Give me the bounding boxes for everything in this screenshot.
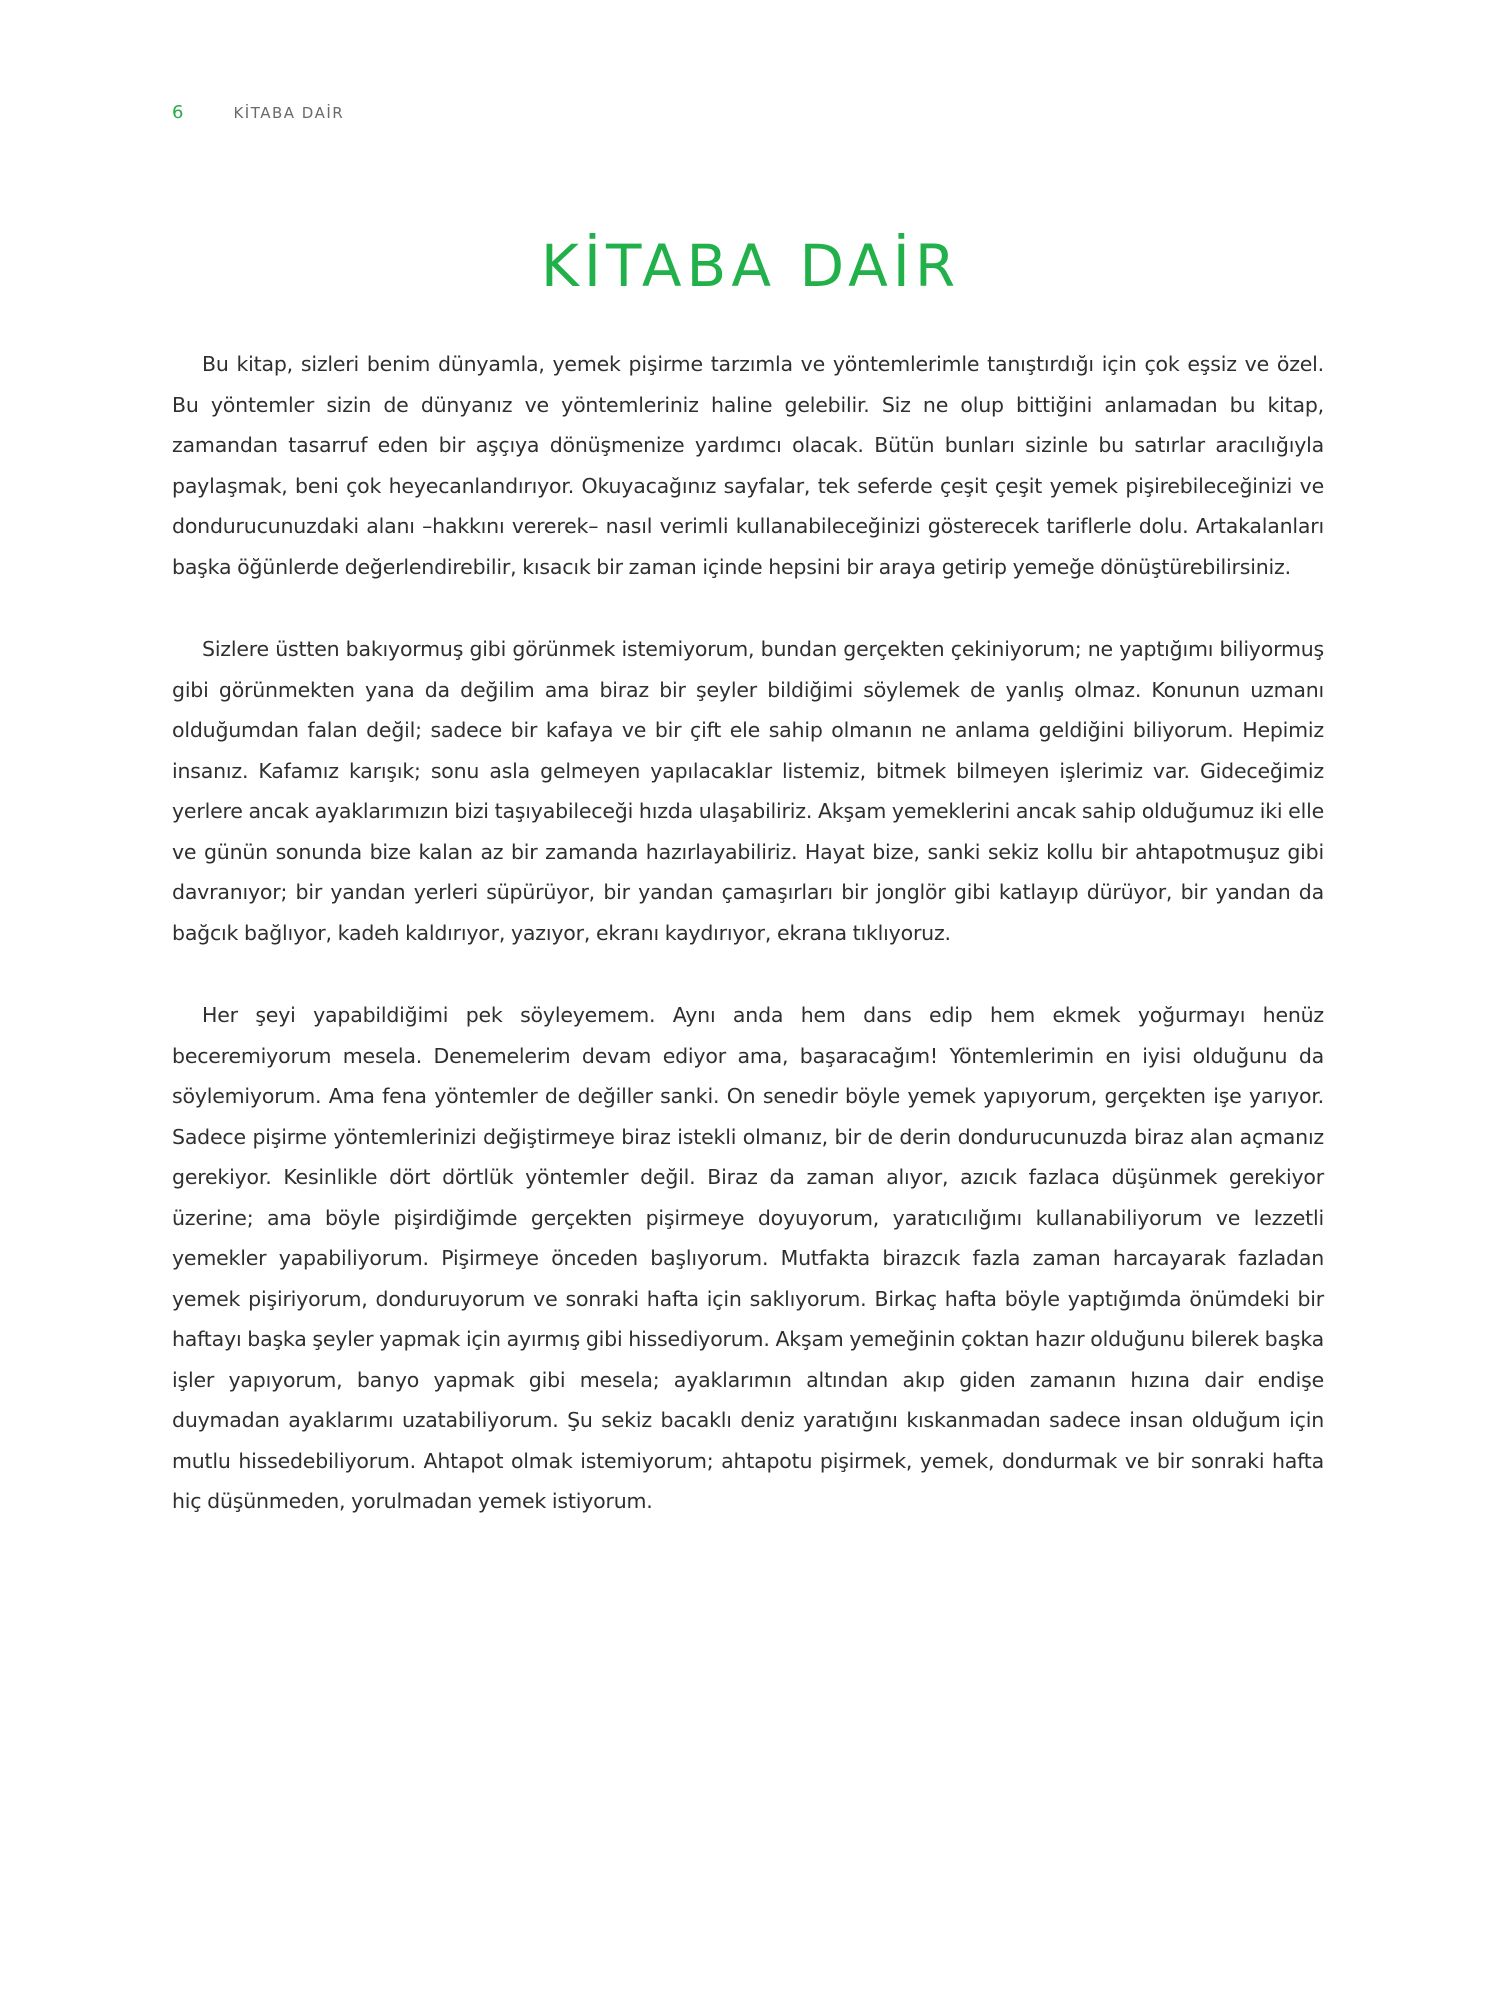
chapter-title: KİTABA DAİR bbox=[540, 232, 961, 300]
page-number: 6 bbox=[172, 102, 184, 123]
body-text bbox=[172, 344, 1324, 1564]
paragraph-2: Sizlere üstten bakıyormuş gibi görünmek istemiyorum, bundan gerçekten çekiniyorum; ne yaptığımı biliyormuş gibi görünmekten yana da değilim ama biraz bir şeyler bildiğimi söylemek de yanlış olmaz. Konunun uzmanı olduğumdan falan değil; sadece bir kafaya ve bir çift ele sahip olmanın ne anlama geldiğini biliyorum. Hepimiz insanız. Kafamız karışık; sonu asla gelmeyen yapılacaklar listemiz, bitmek bilmeyen işlerimiz var. Gideceğimiz yerlere ancak ayaklarımızın bizi taşıyabileceği hızda ulaşabiliriz. Akşam yemeklerini ancak sahip olduğumuz iki elle ve günün sonunda bize kalan az bir zamanda hazırlayabiliriz. Hayat bize, sanki sekiz kollu bir ahtapotmuşuz gibi davranıyor; bir yandan yerleri süpürüyor, bir yandan çamaşırları bir jonglör gibi katlayıp dürüyor, bir yandan da bağcık bağlıyor, kadeh kaldırıyor, yazıyor, ekranı kaydırıyor, ekrana tıklıyoruz. bbox=[172, 637, 1324, 945]
running-title: KİTABA DAİR bbox=[233, 104, 345, 122]
paragraph-3: Her şeyi yapabildiğimi pek söyleyemem. Aynı anda hem dans edip hem ekmek yoğurmayı henüz beceremiyorum mesela. Denemelerim devam ediyor ama, başaracağım! Yöntemlerimin en iyisi olduğunu da söylemiyorum. Ama fena yöntemler de değiller sanki. On senedir böyle yemek yapıyorum, gerçekten işe yarıyor. Sadece pişirme yöntemlerinizi değiştirmeye biraz istekli olmanız, bir de derin dondurucunuzda biraz alan açmanız gerekiyor. Kesinlikle dört dörtlük yöntemler değil. Biraz da zaman alıyor, azıcık fazlaca düşünmek gerekiyor üzerine; ama böyle pişirdiğimde gerçekten pişirmeye doyuyorum, yaratıcılığımı kullanabiliyorum ve lezzetli yemekler yapabiliyorum. Pişirmeye önceden başlıyorum. Mutfakta birazcık fazla zaman harcayarak fazladan yemek pişiriyorum, donduruyorum ve sonraki hafta için saklıyorum. Birkaç hafta böyle yaptığımda önümdeki bir haftayı başka şeyler yapmak için ayırmış gibi hissediyorum. Akşam yemeğinin çoktan hazır olduğunu bilerek başka işler yapıyorum, banyo yapmak gibi mesela; ayaklarımın altından akıp giden zamanın hızına dair endişe duymadan ayaklarımı uzatabiliyorum. Şu sekiz bacaklı deniz yaratığını kıskanmadan sadece insan olduğum için mutlu hissedebiliyorum. Ahtapot olmak istemiyorum; ahtapotu pişirmek, yemek, dondurmak ve bir sonraki hafta hiç düşünmeden, yorulmadan yemek istiyorum. bbox=[172, 1003, 1324, 1513]
running-header bbox=[172, 102, 344, 123]
paragraph-1: Bu kitap, sizleri benim dünyamla, yemek pişirme tarzımla ve yöntemlerimle tanıştırdığı için çok eşsiz ve özel. Bu yöntemler sizin de dünyanız ve yöntemleriniz haline gelebilir. Siz ne olup bittiğini anlamadan bu kitap, zamandan tasarruf eden bir aşçıya dönüşmenize yardımcı olacak. Bütün bunları sizinle bu satırlar aracılığıyla paylaşmak, beni çok heyecanlandırıyor. Okuyacağınız sayfalar, tek seferde çeşit çeşit yemek pişirebileceğinizi ve dondurucunuzdaki alanı –hakkını vererek– nasıl verimli kullanabileceğinizi gösterecek tariflerle dolu. Artakalanları başka öğünlerde değerlendirebilir, kısacık bir zaman içinde hepsini bir araya getirip yemeğe dönüştürebilirsiniz. bbox=[172, 352, 1324, 579]
